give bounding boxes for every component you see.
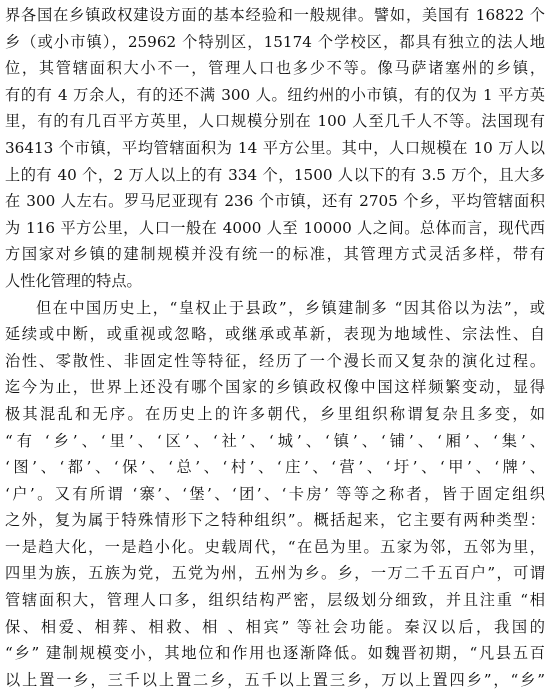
paragraph-1 bbox=[5, 2, 545, 295]
text-line: 里，有的有几百平方英里，人口规模分别在 100 人至几千人不等。法国现有 bbox=[5, 112, 545, 131]
text-line: 上的有 40 个，2 万人以上的有 334 个，1500 人以下的有 3.5 万个，且大多 bbox=[5, 165, 545, 184]
text-line: 36413 个市镇，平均管辖面积为 14 平方公里。其中，人口规模在 10 万人以 bbox=[5, 138, 545, 157]
text-line: 延续或中断，或重视或忽略，或继承或革新，表现为地域性、宗法性、自 bbox=[5, 325, 545, 344]
text-line: 在 300 人左右。罗马尼亚现有 236 个市镇，还有 2705 个乡，平均管辖面积 bbox=[5, 192, 545, 211]
text-line: ‘图’、‘都’、‘保’、‘总’、‘村’、‘庄’、‘营’、‘圩’、‘甲’、‘牌’、 bbox=[5, 458, 545, 477]
text-line: 界各国在乡镇政权建设方面的基本经验和一般规律。譬如，美国有 16822 个 bbox=[5, 6, 545, 24]
text-line: 乡（或小市镇），25962 个特别区，15174 个学校区，都具有独立的法人地 bbox=[5, 32, 545, 51]
text-line: ‘户’。又有所谓 ‘寨’、‘堡’、‘团’、‘卡房’ 等等之称者，皆于固定组织 bbox=[5, 484, 545, 503]
text-line: 有的有 4 万余人，有的还不满 300 人。纽约州的小市镇，有的仅为 1 平方英 bbox=[5, 85, 545, 104]
text-line: “有 ‘乡’、‘里’、‘区’、‘社’、‘城’、‘镇’、‘铺’、‘厢’、‘集’、 bbox=[5, 431, 545, 450]
text-line: 位，其管辖面积大小不一，管理人口也多少不等。像马萨诸塞州的乡镇， bbox=[5, 59, 545, 78]
text-line: 但在中国历史上，“皇权止于县政”，乡镇建制多 “因其俗以为法”，或 bbox=[36, 298, 545, 317]
text-line: 管辖面积大，管理人口多，组织结构严密，层级划分细致，并且注重 “相 bbox=[5, 591, 545, 610]
text-line: 为 116 平方公里，人口一般在 4000 人至 10000 人之间。总体而言，现代西 bbox=[5, 218, 545, 237]
text-line: 治性、零散性、非固定性等特征，经历了一个漫长而又复杂的演化过程。 bbox=[5, 351, 545, 370]
text-line: “乡” 建制规模变小，其地位和作用也逐渐降低。如魏晋初期，“凡县五百 bbox=[5, 644, 545, 663]
text-line: 以上置一乡，三千以上置二乡，五千以上置三乡，万以上置四乡”，“乡” bbox=[5, 670, 545, 689]
text-line: 方国家对乡镇的建制规模并没有统一的标准，其管理方式灵活多样，带有 bbox=[5, 245, 545, 264]
text-line: 极其混乱和无序。在历史上的许多朝代，乡里组织称谓复杂且多变，如 bbox=[5, 404, 545, 423]
text-line: 保、相爱、相葬、相救、相 、相宾” 等社会功能。秦汉以后，我国的 bbox=[5, 617, 545, 636]
text-line: 人性化管理的特点。 bbox=[5, 271, 142, 290]
text-line: 迄今为止，世界上还没有哪个国家的乡镇政权像中国这样频繁变动，显得 bbox=[5, 378, 545, 397]
paragraph-2 bbox=[5, 295, 545, 693]
text-line: 之外，复为属于特殊情形下之特种组织”。概括起来，它主要有两种类型： bbox=[5, 511, 545, 530]
text-line: 四里为族，五族为党，五党为州，五州为乡。乡，一万二千五百户”，可谓 bbox=[5, 564, 545, 583]
text-line: 一是趋大化，一是趋小化。史载周代，“在邑为里。五家为邻，五邻为里， bbox=[5, 537, 545, 556]
